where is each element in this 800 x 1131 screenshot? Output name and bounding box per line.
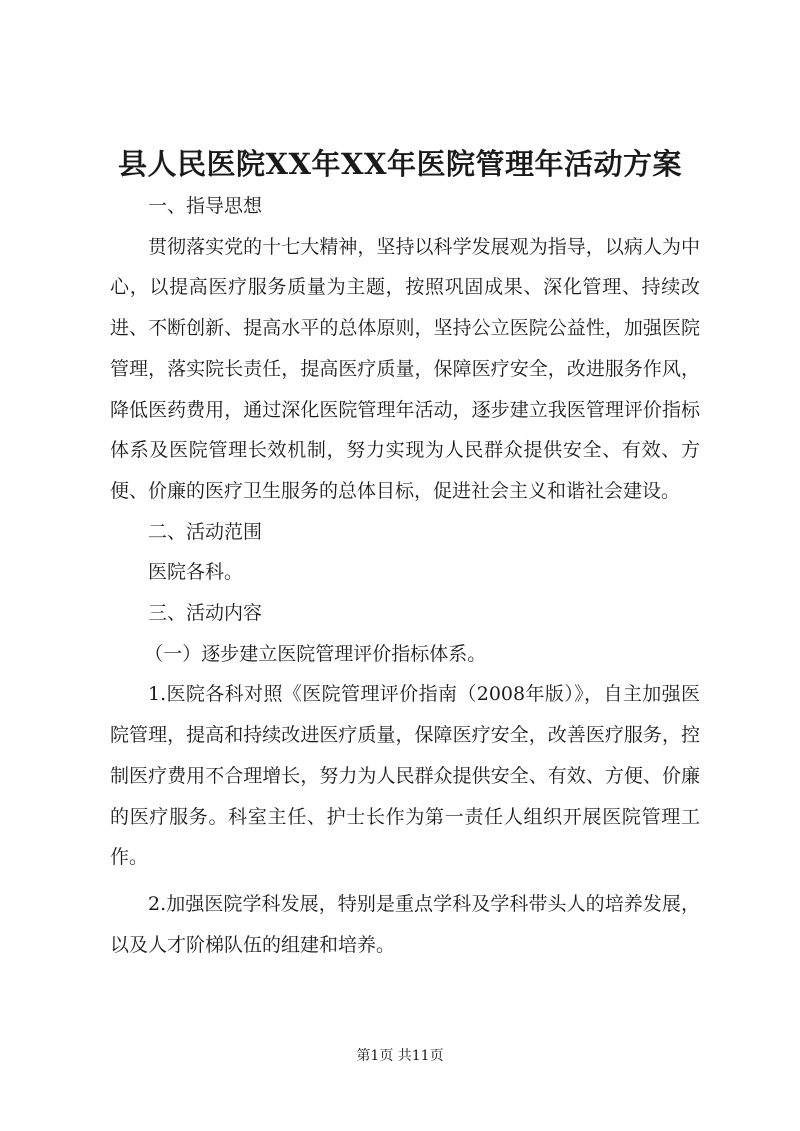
section-heading-activity-scope: 二、活动范围 <box>148 520 263 543</box>
section-heading-activity-content: 三、活动内容 <box>148 602 263 625</box>
paragraph-guiding-thought: 贯彻落实党的十七大精神，坚持以科学发展观为指导，以病人为中心，以提高医疗服务质量为主题，按照巩固成果、深化管理、持续改进、不断创新、提高水平的总体原则，坚持公立医院公益性，加强医院管理，落实院长责任，提高医疗质量，保障医疗安全，改进服务作风，降低医药费用，通过深化医院管理年活动，逐步建立我医管理评价指标体系及医院管理长效机制，努力实现为人民群众提供安全、有效、方便、价廉的医疗卫生服务的总体目标，促进社会主义和谐社会建设。 <box>110 235 700 502</box>
paragraph-item-2: 2.加强医院学科发展，特别是重点学科及学科带头人的培养发展，以及人才阶梯队伍的组建和培养。 <box>110 892 700 956</box>
subsection-heading-evaluation-system: （一）逐步建立医院管理评价指标体系。 <box>144 642 487 665</box>
document-title: 县人民医院XX年XX年医院管理年活动方案 <box>117 147 682 181</box>
paragraph-item-1: 1.医院各科对照《医院管理评价指南（2008年版）》，自主加强医院管理，提高和持续改进医疗质量，保障医疗安全，改善医疗服务，控制医疗费用不合理增长，努力为人民群众提供安全、有效、方便、价廉的医疗服务。科室主任、护士长作为第一责任人组织开展医院管理工作。 <box>110 683 700 869</box>
paragraph-activity-scope: 医院各科。 <box>148 561 244 584</box>
page-number-footer: 第1页 共11页 <box>356 1048 444 1064</box>
document-body <box>110 186 700 965</box>
section-heading-guiding-thought: 一、指导思想 <box>148 195 263 217</box>
